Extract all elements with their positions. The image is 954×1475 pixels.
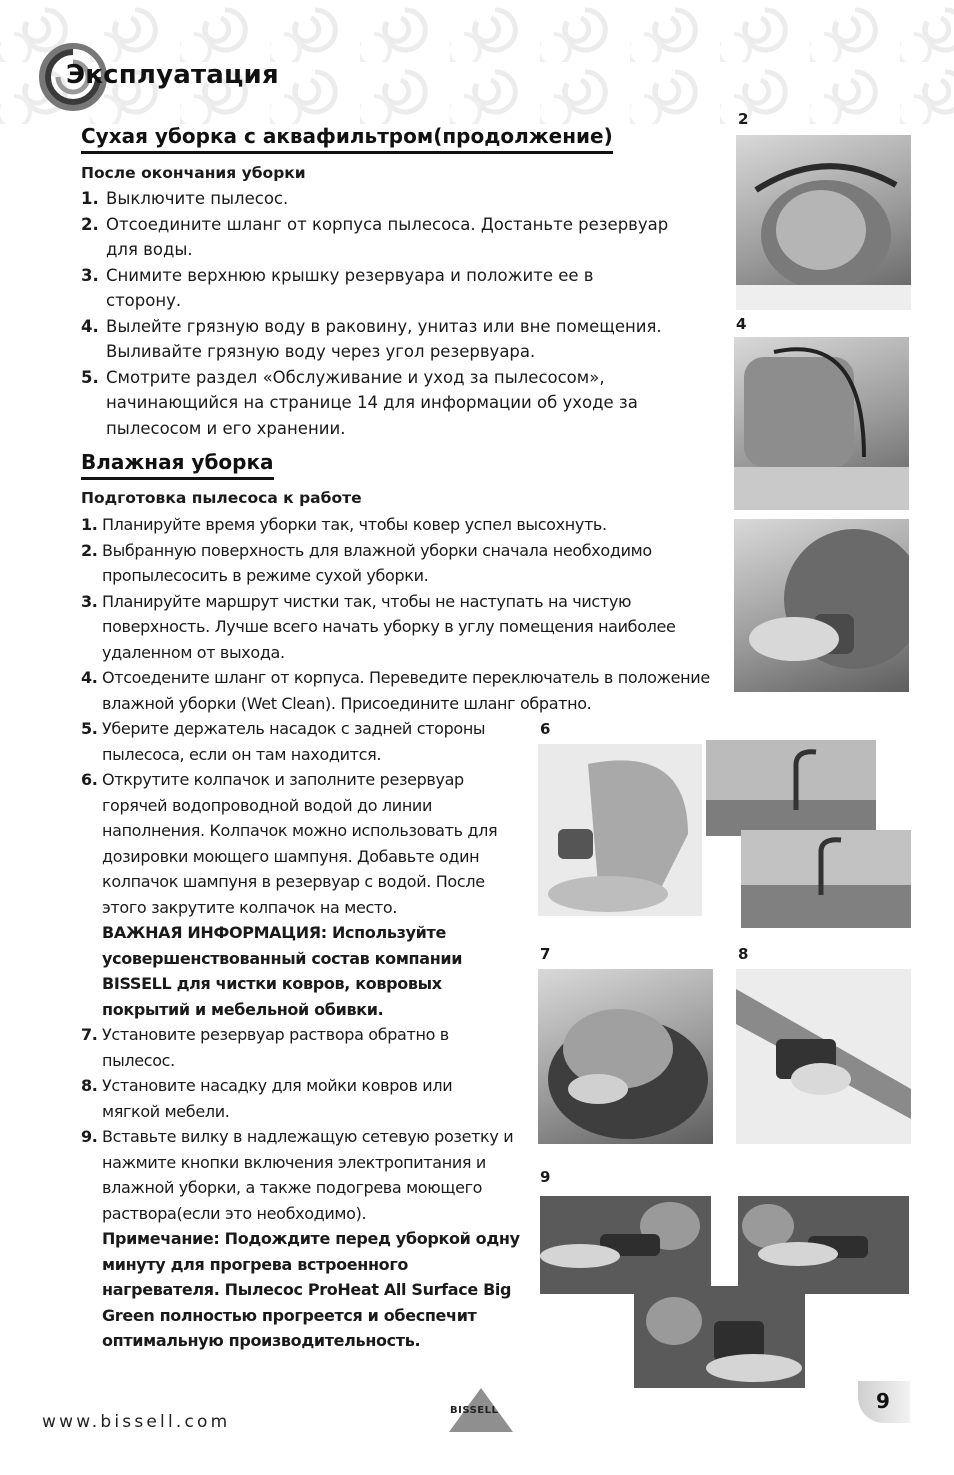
list-item: 2. Выбранную поверхность для влажной уборки сначала необходимо пропылесосить в режиме сухой уборки. (81, 540, 652, 585)
page-number: 9 (876, 1389, 890, 1413)
photo-buttons-3 (634, 1286, 805, 1388)
figure-label-8: 8 (738, 945, 749, 963)
subtitle-after-cleaning: После окончания уборки (81, 164, 306, 182)
page-title: Эксплуатация (66, 60, 279, 90)
photo-faucet-1 (706, 740, 876, 836)
list-item: 5. Смотрите раздел «Обслуживание и уход за пылесосом», начинающийся на странице 14 для информации об уходе за пылесосом и его хранении. (81, 367, 638, 438)
photo-switch-wet-clean (734, 519, 909, 692)
important-note: ВАЖНАЯ ИНФОРМАЦИЯ: Используйте усовершенствованный состав компании BISSELL для чистки ковров, ковровых покрытий и мебельной обивки. (102, 923, 463, 1019)
figure-label-2: 2 (738, 110, 749, 128)
photo-fill-tank (538, 744, 702, 916)
photo-buttons-1 (540, 1196, 711, 1294)
subtitle-preparation: Подготовка пылесоса к работе (81, 489, 362, 507)
section-title-wet: Влажная уборка (81, 450, 274, 480)
figure-label-9: 9 (540, 1168, 551, 1186)
figure-label-6: 6 (540, 720, 551, 738)
list-item: 1. Выключите пылесос. (81, 189, 289, 208)
figure-label-4a: 4 (736, 315, 747, 333)
bissell-logo-text: BISSELL (450, 1405, 499, 1416)
wet-steps-list-top (81, 512, 733, 716)
list-item: 2. Отсоедините шланг от корпуса пылесоса. Достаньте резервуар для воды. (81, 214, 669, 259)
heater-note: Примечание: Подождите перед уборкой одну минуту для прогрева встроенного нагревателя. Пылесос ProHeat All Surface Big Green полностью прогреется и обеспечит оптимальную производительность. (102, 1229, 520, 1350)
photo-pour-water (734, 337, 909, 510)
photo-buttons-2 (738, 1196, 909, 1294)
list-item: 4. Отсоедените шланг от корпуса. Переведите переключатель в положение влажной уборки (Wet Clean). Присоедините шланг обратно. (81, 668, 710, 713)
list-item: 6. Открутите колпачок и заполните резервуар горячей водопроводной водой до линии наполнения. Колпачок можно использовать для дозировки моющего шампуня. Добавьте один колпачок шампуня в резервуар с водой. После этого закрутите колпачок на место. ВАЖНАЯ ИНФОРМАЦИЯ: Используйте усовершенствованный состав компании BISSELL для чистки ковров, ковровых покрытий и мебельной обивки. (81, 767, 521, 1022)
wet-steps-list-bottom (81, 716, 521, 1354)
list-item: 5. Уберите держатель насадок с задней стороны пылесоса, если он там находится. (81, 719, 486, 764)
list-item: 9. Вставьте вилку в надлежащую сетевую розетку и нажмите кнопки включения электропитания и влажной уборки, а также подогрева моющего раствора(если это необходимо). Примечание: Подождите перед уборкой одну минуту для прогрева встроенного нагревателя. Пылесос ProHeat All Surface Big Green полностью прогреется и обеспечит оптимальную производительность. (81, 1124, 521, 1354)
list-item: 3. Снимите верхнюю крышку резервуара и положите ее в сторону. (81, 265, 594, 310)
list-item: 1. Планируйте время уборки так, чтобы ковер успел высохнуть. (81, 515, 607, 534)
photo-faucet-2 (741, 830, 911, 928)
photo-attach-tool (736, 969, 911, 1144)
list-item: 8. Установите насадку для мойки ковров или мягкой мебели. (81, 1076, 453, 1121)
list-item: 3. Планируйте маршрут чистки так, чтобы не наступать на чистую поверхность. Лучше всего начать уборку в углу помещения наиболее удаленном от выхода. (81, 591, 676, 662)
section-title-dry: Сухая уборка с аквафильтром(продолжение) (81, 124, 613, 154)
photo-tank-removal (736, 135, 911, 310)
photo-install-tank (538, 969, 713, 1144)
dry-steps-list (81, 186, 686, 441)
figure-label-7: 7 (540, 945, 551, 963)
list-item: 4. Вылейте грязную воду в раковину, унитаз или вне помещения. Выливайте грязную воду через угол резервуара. (81, 316, 662, 361)
list-item: 7. Установите резервуар раствора обратно в пылесос. (81, 1025, 449, 1070)
footer-url[interactable]: www.bissell.com (42, 1412, 231, 1432)
